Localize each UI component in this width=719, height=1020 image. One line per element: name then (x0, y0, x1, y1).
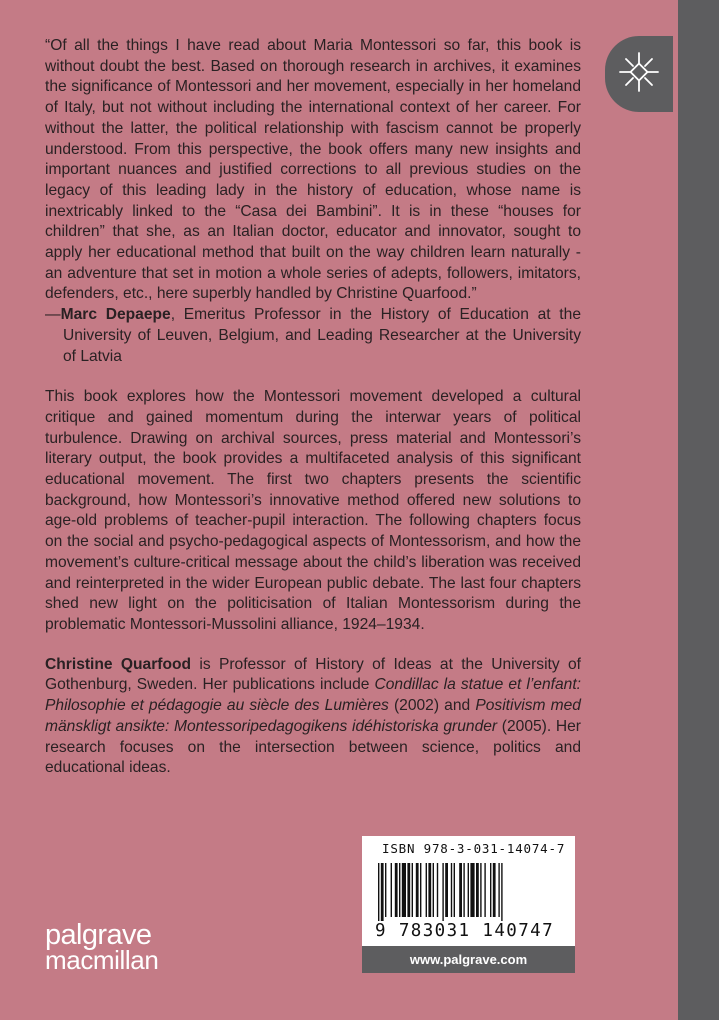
back-cover-text (45, 36, 581, 779)
endorsement-quote: “Of all the things I have read about Maria Montessori so far, this book is without doubt the best. Based on thorough research in archives, it examines the significance of Montessori and her movement, especially in her homeland of Italy, but not without including the international context of her career. For without the latter, the political relationship with fascism cannot be properly understood. From this perspective, the book offers many new insights and important nuances and justified corrections to all previous studies on the legacy of this leading lady in the history of education, whose name is inextricably linked to the “Casa dei Bambini”. It is in these “houses for children” that she, as an Italian doctor, educator and innovator, sought to apply her educational method that built on the way children learn naturally - an adventure that set in motion a whole series of adepts, followers, imitators, defenders, etc., here superbly handled by Christine Quarfood.” (45, 37, 581, 303)
barcode-panel (362, 836, 575, 954)
author-name: Christine Quarfood (45, 655, 192, 673)
attribution-dash: — (45, 306, 61, 324)
barcode-number: 9 783031 140747 (375, 921, 555, 941)
book-description: This book explores how the Montessori movement developed a cultural critique and gained momentum during the interwar years of political turbulence. Drawing on archival sources, press material and Montessori’s literary output, the book provides a multifaceted analysis of this significant educational movement. The first two chapters presents the scientific background, how Montessori’s innovative method offered new solutions to age-old problems of teacher-pupil interaction. The following chapters focus on the social and psycho-pedagogical aspects of Montessorism, and how the movement’s culture-critical message about the child’s liberation was received and reinterpreted in the wider European public debate. The last four chapters shed new light on the politicisation of Italian Montessorism during the problematic Montessori-Mussolini alliance, 1924–1934. (45, 388, 581, 633)
author-bio (45, 655, 581, 779)
publisher-name-line1: palgrave (45, 919, 152, 951)
publisher-logo (45, 919, 159, 975)
endorser-affiliation: , Emeritus Professor in the History of Education at the University of Leuven, Belgium, and Leading Researcher at the University of Latvia (63, 306, 581, 365)
author-bio-text: (2002) and (388, 697, 476, 715)
book-spine (678, 0, 719, 1020)
barcode-image (374, 863, 564, 921)
publisher-badge (605, 36, 673, 112)
website-link[interactable]: www.palgrave.com (362, 946, 575, 973)
author-bio-text: is Professor of History of Ideas at the University of Gothenburg, Sweden. Her publications include (45, 655, 581, 694)
endorser-name: Marc Depaepe (60, 306, 171, 324)
author-bio-text: (2005). Her research focuses on the intersection between science, politics and educational ideas. (45, 717, 581, 777)
publisher-name-line2: macmillan (45, 945, 159, 975)
publication-title: Positivism med mänskligt ansikte: Montessoripedagogikens idéhistoriska grunder (45, 697, 581, 735)
isbn-label: ISBN 978-3-031-14074-7 (382, 841, 566, 856)
palgrave-network-icon (617, 50, 661, 99)
endorsement-attribution (45, 305, 581, 367)
publication-title: Condillac la statue et l’enfant: Philosophie et pédagogie au siècle des Lumières (45, 676, 581, 715)
